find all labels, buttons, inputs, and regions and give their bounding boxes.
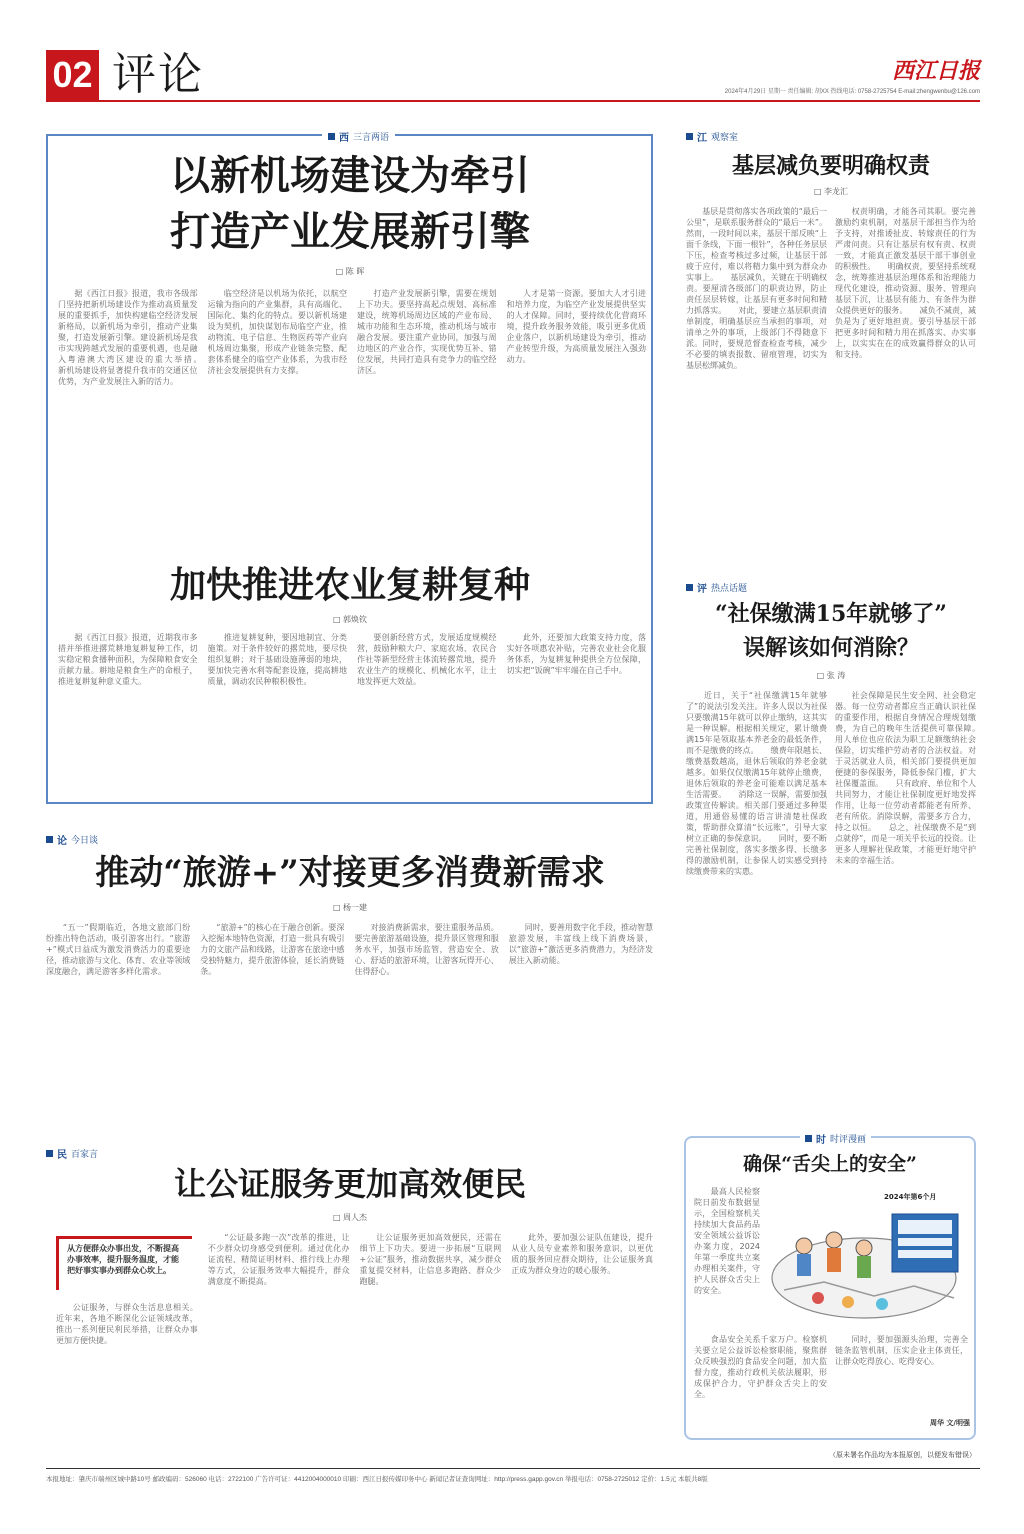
text-column: 此外，要加强公证队伍建设，提升从业人员专业素养和服务意识，以更优质的服务回应群众期待，让公证服务真正成为群众身边的暖心服务。 <box>511 1233 653 1275</box>
masthead-info: 2024年4月29日 星期一 责任编辑: 胡XX 热线电话: 0758-2725754 E-mail:zhengwenbu@126.com <box>724 89 980 95</box>
tourism-byline: □ 杨一建 <box>332 903 368 912</box>
section-tag-social: 评 热点话题 <box>686 580 747 595</box>
text-column: 让公证服务更加高效便民，还需在细节上下功夫。要进一步拓展“互联网+公证”服务，推动数据共享，减少群众重复提交材料，让信息多跑路、群众少跑腿。 <box>359 1233 502 1286</box>
text-column: 临空经济是以机场为依托，以航空运输为指向的产业集群，具有高端化、国际化、集约化的特点。要以新机场建设为契机，加快谋划布局临空产业，推动物流、电子信息、生物医药等产业向机场周边集聚，形成产业链条完整、配套体系健全的临空产业体系，为我市经济社会发展提供有力支撑。 <box>207 289 347 375</box>
section-tag-airport: 西 三言两语 <box>322 129 395 144</box>
text-column: 据《西江日报》报道，我市各级部门坚持把新机场建设作为推动高质量发展的重要抓手，加快构建临空经济发展新格局，以新机场为牵引，推动产业集聚，打造发展新引擎。建设新机场是我市实现跨越式发展的重要机遇，也是融入粤港澳大湾区建设的重大举措。 新机场建设将显著提升我市的交通区位优势，为产业发展注入新的活力。 <box>58 289 198 386</box>
page-number-badge: 02 <box>46 50 99 100</box>
text-column: 公证服务，与群众生活息息相关。近年来，各地不断深化公证领域改革，推出一系列便民利民举措，让群众办事更加方便快捷。 <box>56 1303 198 1345</box>
cartoon-drawing <box>764 1186 970 1326</box>
tag-block-icon <box>46 1150 53 1157</box>
text-column: 食品安全关系千家万户。检察机关要立足公益诉讼检察职能，聚焦群众反映强烈的食品安全问题，加大监督力度，推动行政机关依法履职，形成保护合力，守护群众舌尖上的安全。 <box>694 1335 827 1399</box>
masthead-rule <box>46 100 980 102</box>
cartoon-illustration <box>764 1186 970 1326</box>
tag-block-icon <box>328 133 335 140</box>
section-tag-tourism: 论 今日谈 <box>46 832 98 847</box>
tag-block-icon <box>46 836 53 843</box>
text-column: “旅游+”的核心在于融合创新。要深入挖掘本地特色资源，打造一批具有吸引力的文旅产品和线路，让游客在旅途中感受独特魅力，提升旅游体验，延长消费链条。 <box>200 923 345 976</box>
airport-headline-1: 以新机场建设为牵引 <box>170 152 530 199</box>
food-headline: 确保“舌尖上的安全” <box>743 1153 917 1175</box>
tourism-body <box>46 922 653 1118</box>
text-column: 此外，还要加大政策支持力度，落实好各项惠农补贴，完善农业社会化服务体系，为复耕复种提供全方位保障，切实把“饭碗”牢牢端在自己手中。 <box>506 633 646 675</box>
airport-headline-2: 打造产业发展新引擎 <box>170 208 530 255</box>
footer-info: 本报地址：肇庆市端州区城中路10号 邮政编码：526060 电话：2722100 广告许可证：4412004000010 印刷：西江日报传媒印务中心 新闻记者证查询网址：http://press.gapp.gov.cn 举报电话：0758-2725012 定价：1.5元 本版共8版 <box>46 1476 708 1483</box>
masthead <box>0 0 1024 105</box>
notary-body <box>56 1232 653 1458</box>
agri-byline: □ 郭焕钦 <box>332 615 368 624</box>
text-column: 据《西江日报》报道，近期我市多措并举推进撂荒耕地复耕复种工作，切实稳定粮食播种面积，为保障粮食安全贡献力量。耕地是粮食生产的命根子，推进复耕复种意义重大。 <box>58 633 198 686</box>
burden-byline: □ 李龙汇 <box>813 187 849 196</box>
social-byline: □ 张 涛 <box>816 671 846 680</box>
tag-block-icon <box>686 584 693 591</box>
text-column: 同时，要善用数字化手段，推动智慧旅游发展，丰富线上线下消费场景，以“旅游+”激活更多消费潜力，为经济发展注入新动能。 <box>508 923 653 965</box>
text-column: 要创新经营方式，发展适度规模经营，鼓励种粮大户、家庭农场、农民合作社等新型经营主体流转撂荒地，提升农业生产的规模化、机械化水平，让土地发挥更大效益。 <box>357 633 497 686</box>
notary-byline: □ 周人杰 <box>332 1213 368 1222</box>
text-column: “公证最多跑一次”改革的推进，让不少群众切身感受到便利。通过优化办证流程、精简证明材料、推行线上办理等方式，公证服务效率大幅提升，群众满意度不断提高。 <box>207 1233 350 1286</box>
food-body <box>694 1334 968 1426</box>
burden-body <box>686 206 976 550</box>
section-title: 评论 <box>112 49 204 100</box>
social-body <box>686 690 976 1108</box>
text-column: 推进复耕复种，要因地制宜、分类施策。对于条件较好的撂荒地，要尽快组织复耕；对于基础设施薄弱的地块，要加快完善水利等配套设施，提高耕地质量，调动农民种粮积极性。 <box>207 633 347 686</box>
paper-logo: 西江日报 <box>891 58 980 84</box>
airport-body <box>58 288 646 542</box>
footer-rule <box>46 1468 980 1469</box>
airport-byline: □ 陈 晖 <box>335 267 365 276</box>
text-column: 同时，要加强源头治理，完善全链条监管机制，压实企业主体责任，让群众吃得放心、吃得安心。 <box>835 1335 968 1366</box>
social-headline-2: 误解该如何消除？ <box>742 635 919 661</box>
burden-headline: 基层减负要明确权责 <box>731 153 930 179</box>
text-column: “五一”假期临近，各地文旅部门纷纷推出特色活动，吸引游客出行。“旅游+”模式日益成为激发消费活力的重要途径，推动旅游与文化、体育、农业等领域深度融合，满足游客多样化需求。 <box>46 923 191 976</box>
section-tag-burden: 江 观察室 <box>686 129 738 144</box>
food-intro-text: 最高人民检察院日前发布数据显示，全国检察机关持续加大食品药品安全领域公益诉讼办案力度，2024年第一季度共立案办理相关案件，守护人民群众舌尖上的安全。 <box>694 1187 760 1295</box>
text-column: 权责明确，才能各司其职。要完善激励约束机制，对基层干部担当作为给予支持，对推诿扯皮、转嫁责任的行为严肃问责。只有让基层有权有责、权责一致，才能真正激发基层干部干事创业的积极性。 明确权责，要坚持系统观念，统筹推进基层治理体系和治理能力现代化建设，推动资源、服务、管理向基层下沉，让基层有能力、有条件为群众提供更好的服务。 减负不减责，减负是为了更好地担责。要引导基层干部把更多时间和精力用在抓落实、办实事上，以实实在在的成效赢得群众的认可和支持。 <box>835 207 976 359</box>
section-tag-food: 时 时评漫画 <box>800 1131 871 1146</box>
text-column: 打造产业发展新引擎，需要在规划上下功夫。要坚持高起点规划、高标准建设，统筹机场周边区域的产业布局、城市功能和生态环境，推动机场与城市融合发展。要注重产业协同，加强与周边地区的产业合作，实现优势互补、错位发展，共同打造具有竞争力的临空经济区。 <box>357 289 497 375</box>
tourism-headline: 推动“旅游+”对接更多消费新需求 <box>95 853 605 893</box>
text-column: 基层是贯彻落实各项政策的“最后一公里”，是联系服务群众的“最后一米”。然而，一段时间以来，基层干部反映“上面千条线，下面一根针”，各种任务层层下压，检查考核过多过频，让基层干部疲于应付，难以将精力集中到为群众办实事上。 基层减负，关键在于明确权责。要厘清各级部门的职责边界，防止责任层层转嫁，让基层有更多时间和精力抓落实。 对此，要建立基层职责清单制度，明确基层应当承担的事项，对清单之外的事项，上级部门不得随意下派。同时，要规范督查检查考核，减少不必要的填表报数、留痕管理，切实为基层松绑减负。 <box>686 207 827 370</box>
text-column: 对接消费新需求，要注重服务品质。要完善旅游基础设施，提升景区管理和服务水平，加强市场监管，营造安全、放心、舒适的旅游环境，让游客玩得开心、住得舒心。 <box>354 923 499 976</box>
notary-headline: 让公证服务更加高效便民 <box>173 1165 526 1203</box>
social-headline-1: “社保缴满15年就够了” <box>715 601 947 627</box>
editor-note: （原未署名作品均为本报原创，以便发布错误） <box>829 1451 976 1459</box>
agri-body <box>58 632 646 796</box>
pullquote-text: 从方便群众办事出发，不断提高办事效率，提升服务温度，才能把好事实事办到群众心坎上。 <box>67 1244 179 1275</box>
section-tag-notary: 民 百家言 <box>46 1146 98 1161</box>
text-column: 人才是第一资源。要加大人才引进和培养力度，为临空产业发展提供坚实的人才保障。同时，要持续优化营商环境，提升政务服务效能，吸引更多优质企业落户，以新机场建设为牵引，推动产业转型升级，为高质量发展注入强劲动力。 <box>506 289 646 364</box>
tag-block-icon <box>686 133 693 140</box>
agri-headline: 加快推进农业复耕复种 <box>169 564 530 606</box>
text-column: 社会保障是民生安全网、社会稳定器。每一位劳动者都应当正确认识社保的重要作用，根据自身情况合理规划缴费，为自己的晚年生活提供可靠保障。 用人单位也应依法为职工足额缴纳社会保险，切实维护劳动者的合法权益。对于灵活就业人员，相关部门要提供更加便捷的参保服务，降低参保门槛，扩大社保覆盖面。 只有政府、单位和个人共同努力，才能让社保制度更好地发挥作用，让每一位劳动者都能老有所养、老有所依。消除误解，需要多方合力，持之以恒。 总之，社保缴费不是“到点就停”，而是一项关乎长远的投资。让更多人理解社保政策，才能更好地守护未来的幸福生活。 <box>835 691 976 865</box>
tag-block-icon <box>805 1135 812 1142</box>
cartoon-label: 2024年第6个月 <box>884 1193 937 1201</box>
food-author: 周华 文/明强 <box>930 1419 970 1427</box>
text-column: 近日，关于“社保缴满15年就够了”的说法引发关注。许多人误以为社保只要缴满15年就可以停止缴纳，这其实是一种误解。根据相关规定，累计缴费满15年是领取基本养老金的最低条件，而不是缴费的终点。 缴费年限越长、缴费基数越高，退休后领取的养老金就越多。如果仅仅缴满15年就停止缴费，退休后领取的养老金可能难以满足基本生活需要。 消除这一误解，需要加强政策宣传解读。相关部门要通过多种渠道，用通俗易懂的语言讲清楚社保政策，帮助群众算清“长远账”，引导大家树立正确的参保意识。 同时，要不断完善社保制度，落实多缴多得、长缴多得的激励机制，让参保人切实感受到持续缴费带来的实惠。 <box>686 691 827 876</box>
